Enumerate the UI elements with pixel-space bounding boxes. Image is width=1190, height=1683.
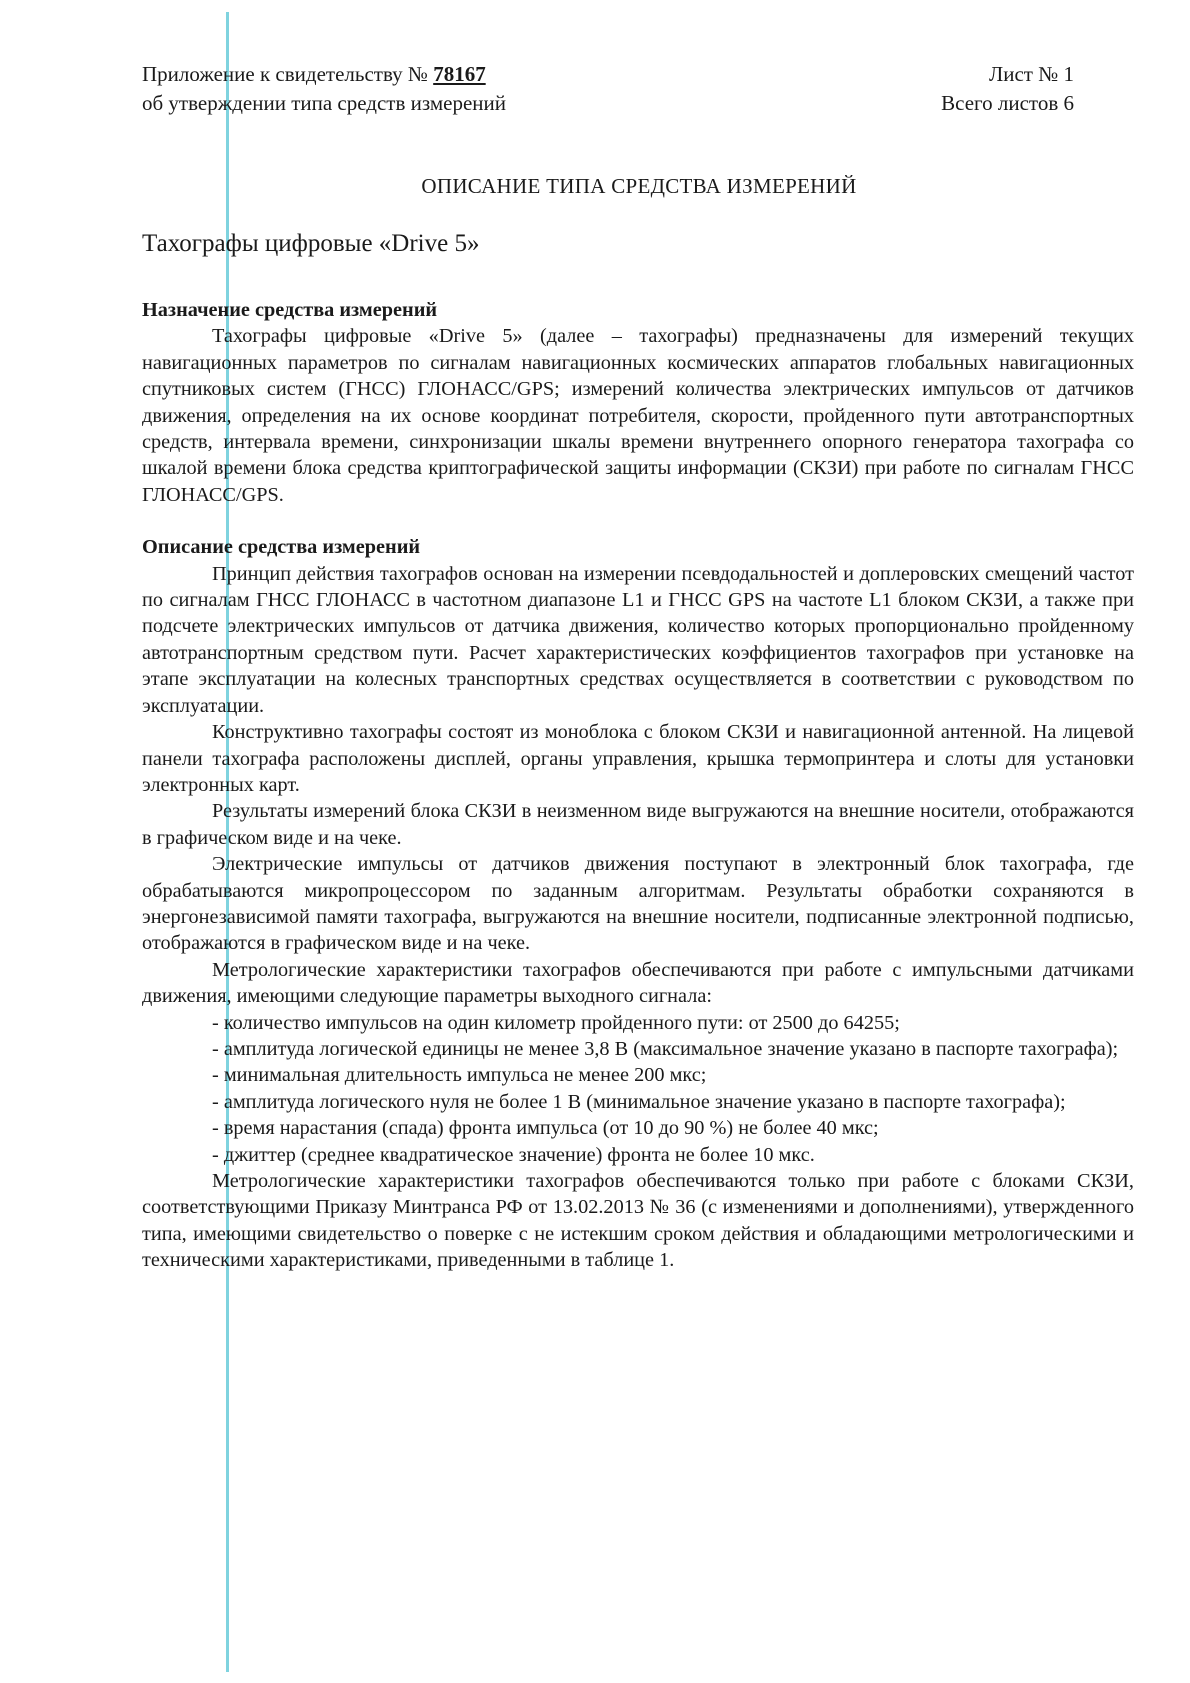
signal-parameter-item: - амплитуда логического нуля не более 1 В (минимальное значение указано в паспорте тахографа); — [212, 1090, 1066, 1113]
product-title: Тахографы цифровые «Drive 5» — [142, 230, 480, 257]
total-sheets: Всего листов 6 — [941, 91, 1074, 115]
purpose-paragraph: Тахографы цифровые «Drive 5» (далее – тахографы) предназначены для измерений текущих навигационных параметров по сигналам навигационных космических аппаратов глобальных навигационных спутниковых систем (ГНСС) ГЛОНАСС/GPS; измерений количества электрических импульсов от датчиков движения, определения на их основе координат потребителя, скорости, пройденного пути автотранспортных средств, интервала времени, синхронизации шкалы времени внутреннего опорного генератора тахографа со шкалой времени блока средства криптографической защиты информации (СКЗИ) при работе по сигналам ГНСС ГЛОНАСС/GPS. — [142, 325, 1134, 506]
document-title: ОПИСАНИЕ ТИПА СРЕДСТВА ИЗМЕРЕНИЙ — [421, 174, 857, 198]
description-paragraph: Конструктивно тахографы состоят из моноблока с блоком СКЗИ и навигационной антенной. На лицевой панели тахографа расположены дисплей, органы управления, крышка термопринтера и слоты для установки электронных карт. — [142, 721, 1134, 796]
header-certificate-line — [142, 60, 506, 89]
purpose-heading: Назначение средства измерений — [142, 299, 438, 321]
header-prefix: Приложение к свидетельству № — [142, 62, 434, 86]
description-paragraph: Принцип действия тахографов основан на измерении псевдодальностей и доплеровских смещений частот по сигналам ГНСС ГЛОНАСС в частотном диапазоне L1 и ГНСС GPS на частоте L1 блоком СКЗИ, а также при подсчете электрических импульсов от датчика движения, количество которых пропорционально пройденному автотранспортным средством пути. Расчет характеристических коэффициентов тахографов при установке на этапе эксплуатации на колесных транспортных средствах осуществляется в соответствии с руководством по эксплуатации. — [142, 562, 1134, 717]
description-paragraph: Метрологические характеристики тахографов обеспечиваются при работе с импульсными датчиками движения, имеющими следующие параметры выходного сигнала: — [142, 958, 1134, 1008]
description-paragraph: Метрологические характеристики тахографов обеспечиваются только при работе с блоками СКЗИ, соответствующими Приказу Минтранса РФ от 13.02.2013 № 36 (с изменениями и дополнениями), утвержденного типа, имеющими свидетельство о поверке с не истекшим сроком действия и обладающими метрологическими и техническими характеристиками, приведенными в таблице 1. — [142, 1170, 1134, 1272]
signal-parameter-item: - джиттер (среднее квадратическое значение) фронта не более 10 мкс. — [212, 1143, 815, 1166]
header-sheet-info — [941, 60, 1074, 118]
certificate-number: 78167 — [433, 62, 486, 86]
signal-parameter-item: - количество импульсов на один километр пройденного пути: от 2500 до 64255; — [212, 1011, 900, 1034]
signal-parameter-item: - минимальная длительность импульса не менее 200 мкс; — [212, 1064, 707, 1087]
signal-parameter-item: - амплитуда логической единицы не менее 3,8 В (максимальное значение указано в паспорте тахографа); — [212, 1037, 1119, 1060]
sheet-number: Лист № 1 — [988, 62, 1074, 86]
signal-parameter-item: - время нарастания (спада) фронта импульса (от 10 до 90 %) не более 40 мкс; — [212, 1117, 879, 1140]
header-approval-line: об утверждении типа средств измерений — [142, 91, 507, 115]
description-heading: Описание средства измерений — [142, 536, 421, 559]
document-body — [142, 297, 1134, 1274]
description-paragraph: Результаты измерений блока СКЗИ в неизменном виде выгружаются на внешние носители, отображаются в графическом виде и на чеке. — [142, 800, 1134, 849]
section-gap — [142, 508, 1134, 534]
description-paragraph: Электрические импульсы от датчиков движения поступают в электронный блок тахографа, где обрабатываются микропроцессором по заданным алгоритмам. Результаты обработки сохраняются в энергонезависимой памяти тахографа, выгружаются на внешние носители, подписанные электронной подписью, отображаются в графическом виде и на чеке. — [142, 853, 1134, 955]
header-appendix — [142, 60, 506, 118]
